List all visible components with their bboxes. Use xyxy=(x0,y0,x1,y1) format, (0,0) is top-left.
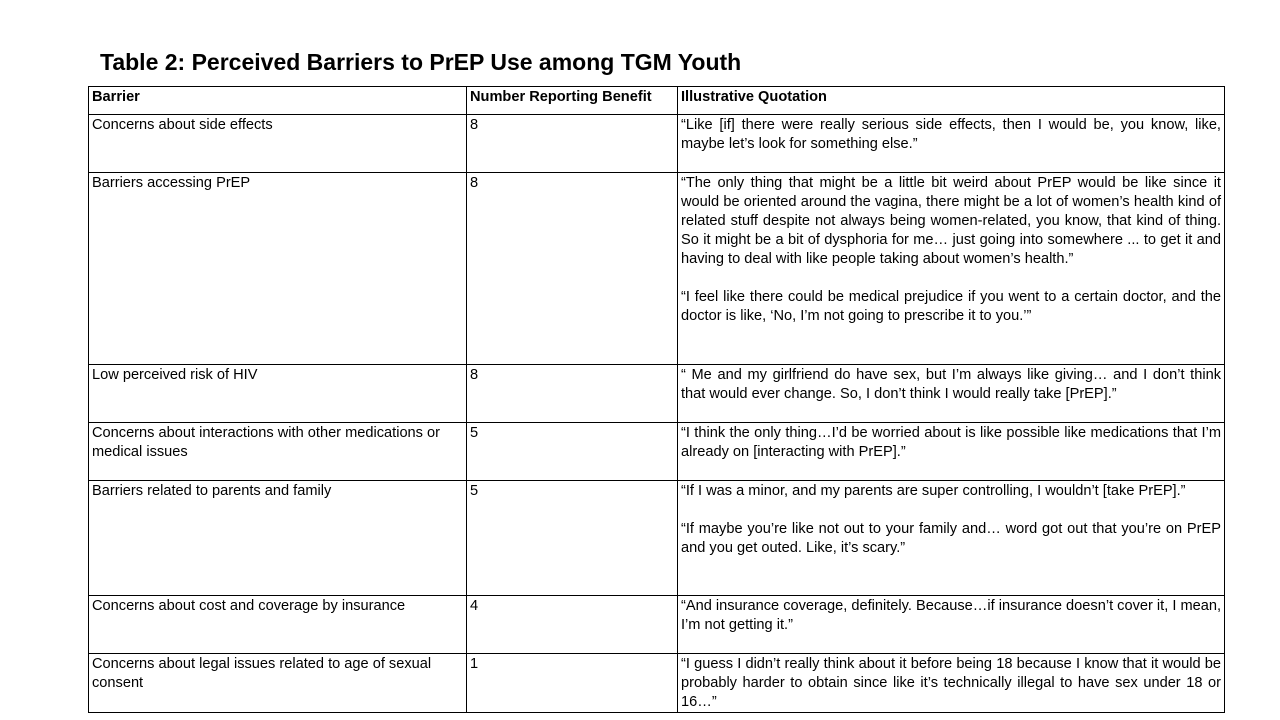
quotation-text: “And insurance coverage, definitely. Because…if insurance doesn’t cover it, I mean, I’m not getting it.” xyxy=(681,598,1221,633)
quotation-text: “If I was a minor, and my parents are super controlling, I wouldn’t [take PrEP].” xyxy=(681,483,1186,499)
quotation-text: “I think the only thing…I’d be worried about is like possible like medications that I’m already on [interacting with PrEP].” xyxy=(681,425,1221,460)
barrier-cell: Barriers related to parents and family xyxy=(89,481,467,596)
table-row xyxy=(89,481,1225,596)
quotation-text: “Like [if] there were really serious side effects, then I would be, you know, like, maybe let’s look for something else.” xyxy=(681,117,1221,152)
quotation-text: “The only thing that might be a little bit weird about PrEP would be like since it would be oriented around the vagina, there might be a lot of women’s health kind of related stuff despite not always being women-related, you know, that kind of thing. So it might be a bit of dysphoria for me… just going into somewhere ... to get it and having to deal with like people taking about women’s health.” xyxy=(681,175,1221,267)
quotation-cell xyxy=(678,115,1225,173)
table-row xyxy=(89,596,1225,654)
quotation-text: “I feel like there could be medical prejudice if you went to a certain doctor, and the doctor is like, ‘No, I’m not going to prescribe it to you.’” xyxy=(681,289,1221,324)
barrier-cell: Concerns about cost and coverage by insurance xyxy=(89,596,467,654)
table-row xyxy=(89,173,1225,365)
quotation-cell xyxy=(678,365,1225,423)
barrier-cell: Concerns about interactions with other medications or medical issues xyxy=(89,423,467,481)
quotation-cell xyxy=(678,596,1225,654)
header-barrier: Barrier xyxy=(89,87,467,115)
quotation-cell xyxy=(678,173,1225,365)
number-cell: 1 xyxy=(467,654,678,713)
number-cell: 5 xyxy=(467,481,678,596)
barrier-cell: Barriers accessing PrEP xyxy=(89,173,467,365)
number-cell: 5 xyxy=(467,423,678,481)
quotation-cell xyxy=(678,423,1225,481)
table-row xyxy=(89,365,1225,423)
table-row xyxy=(89,423,1225,481)
quotation-cell xyxy=(678,654,1225,713)
quotation-cell xyxy=(678,481,1225,596)
barrier-cell: Concerns about side effects xyxy=(89,115,467,173)
number-cell: 8 xyxy=(467,173,678,365)
quotation-text: “If maybe you’re like not out to your family and… word got out that you’re on PrEP and you get outed. Like, it’s scary.” xyxy=(681,521,1221,556)
page-title: Table 2: Perceived Barriers to PrEP Use among TGM Youth xyxy=(100,49,742,75)
barriers-table xyxy=(88,86,1225,713)
barrier-cell: Low perceived risk of HIV xyxy=(89,365,467,423)
number-cell: 8 xyxy=(467,365,678,423)
quotation-text: “ Me and my girlfriend do have sex, but I’m always like giving… and I don’t think that would ever change. So, I don’t think I would really take [PrEP].” xyxy=(681,367,1221,402)
table-row xyxy=(89,654,1225,713)
number-cell: 4 xyxy=(467,596,678,654)
header-illustrative-quotation: Illustrative Quotation xyxy=(678,87,1225,115)
barrier-cell: Concerns about legal issues related to age of sexual consent xyxy=(89,654,467,713)
header-number-reporting: Number Reporting Benefit xyxy=(467,87,678,115)
quotation-text: “I guess I didn’t really think about it before being 18 because I know that it would be probably harder to obtain since like it’s technically illegal to have sex under 18 or 16…” xyxy=(681,656,1221,710)
table-header-row xyxy=(89,87,1225,115)
number-cell: 8 xyxy=(467,115,678,173)
table-row xyxy=(89,115,1225,173)
